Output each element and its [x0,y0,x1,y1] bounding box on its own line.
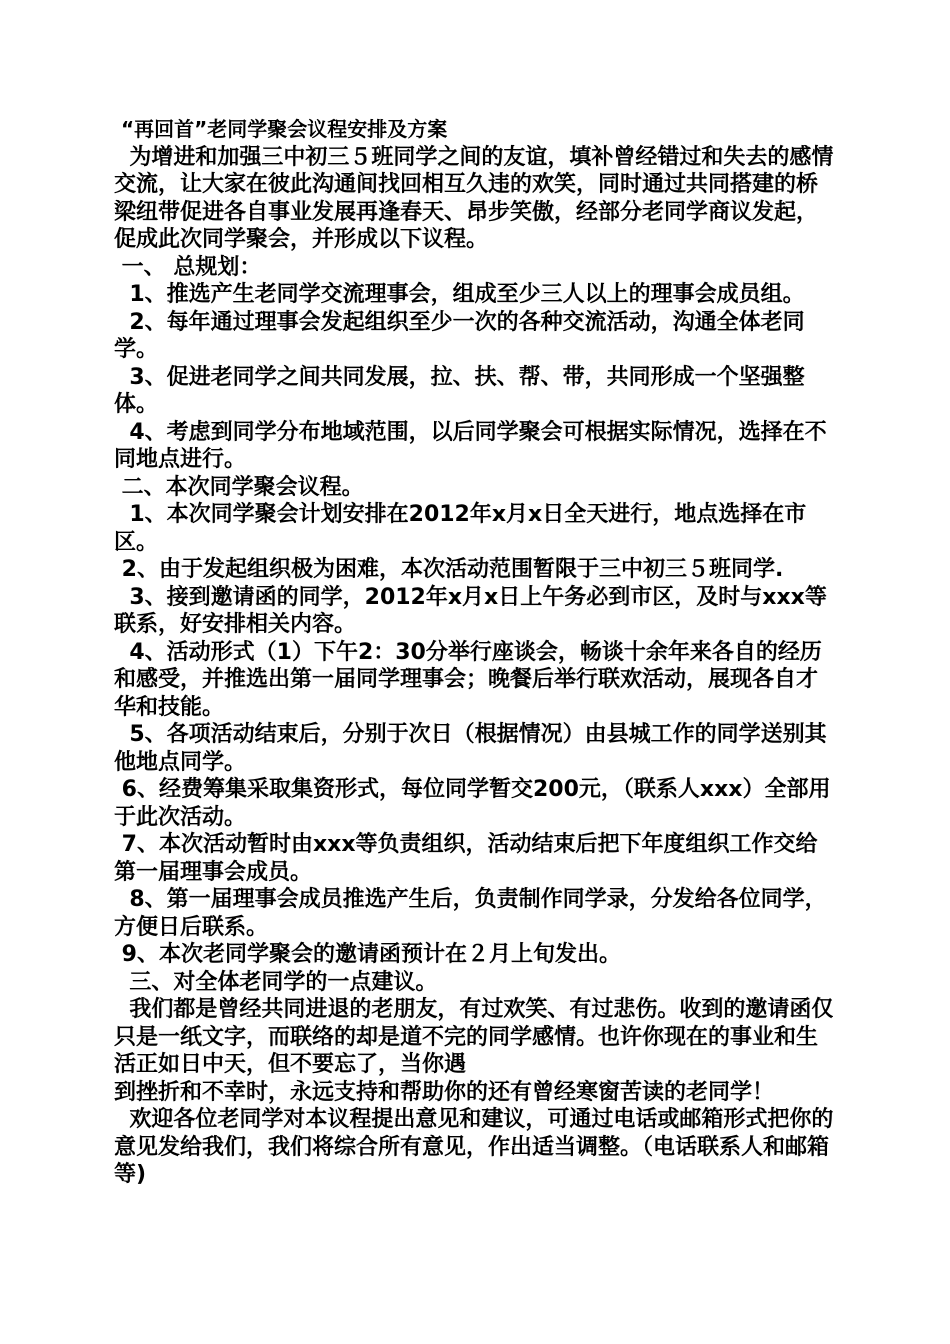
section-2-item: 5、各项活动结束后，分别于次日（根据情况）由县城工作的同学送别其他地点同学。 [114,722,827,775]
section-2-item: 1、本次同学聚会计划安排在2012年x月x日全天进行，地点选择在市区。 [114,502,807,555]
document-body [114,116,836,1189]
document-title: “再回首”老同学聚会议程安排及方案 [114,117,448,141]
section-2-item: 8、第一届理事会成员推选产生后，负责制作同学录，分发给各位同学，方便日后联系。 [114,887,827,940]
section-2-item: 9、本次老同学聚会的邀请函预计在２月上旬发出。 [114,942,621,967]
section-1-item: 3、促进老同学之间共同发展，拉、扶、帮、带，共同形成一个坚强整体。 [114,364,805,417]
section-2-item: 3、接到邀请函的同学，2012年x月x日上午务必到市区，及时与xxx等联系，好安排相关内容。 [114,584,827,637]
section-3-heading: 三、对全体老同学的一点建议。 [114,969,438,995]
advice-paragraph-continued: 到挫折和不幸时，永远支持和帮助你的还有曾经寒窗苦读的老同学！ [114,1079,775,1105]
section-1-heading: 一、 总规划： [114,254,262,280]
section-2-heading: 二、本次同学聚会议程。 [114,474,364,500]
section-2-item: 4、活动形式（1）下午2：30分举行座谈会，畅谈十余年来各自的经历和感受，并推选出第一届同学理事会；晚餐后举行联欢活动，展现各自才华和技能。 [114,639,822,720]
section-1-item: 4、考虑到同学分布地域范围，以后同学聚会可根据实际情况，选择在不同地点进行。 [114,419,827,472]
section-1-item: 1、推选产生老同学交流理事会，组成至少三人以上的理事会成员组。 [114,282,805,307]
section-1-item: 2、每年通过理事会发起组织至少一次的各种交流活动，沟通全体老同学。 [114,309,805,362]
section-2-item: 2、由于发起组织极为困难，本次活动范围暂限于三中初三５班同学. [114,557,784,582]
section-2-item: 6、经费筹集采取集资形式，每位同学暂交200元，（联系人xxx）全部用于此次活动。 [114,777,831,830]
section-2-item: 7、本次活动暂时由xxx等负责组织，活动结束后把下年度组织工作交给第一届理事会成员。 [114,832,818,885]
intro-paragraph: 为增进和加强三中初三５班同学之间的友谊，填补曾经错过和失去的感情交流，让大家在彼此沟通间找回相互久违的欢笑，同时通过共同搭建的桥梁纽带促进各自事业发展再逢春天、昂步笑傲，经部分老同学商议发起，促成此次同学聚会，并形成以下议程。 [114,144,834,252]
closing-paragraph: 欢迎各位老同学对本议程提出意见和建议，可通过电话或邮箱形式把你的意见发给我们，我们将综合所有意见，作出适当调整。（电话联系人和邮箱等) [114,1107,834,1187]
advice-paragraph: 我们都是曾经共同进退的老朋友，有过欢笑、有过悲伤。收到的邀请函仅只是一纸文字，而联络的却是道不完的同学感情。也许你现在的事业和生活正如日中天，但不要忘了，当你遇 [114,997,834,1077]
